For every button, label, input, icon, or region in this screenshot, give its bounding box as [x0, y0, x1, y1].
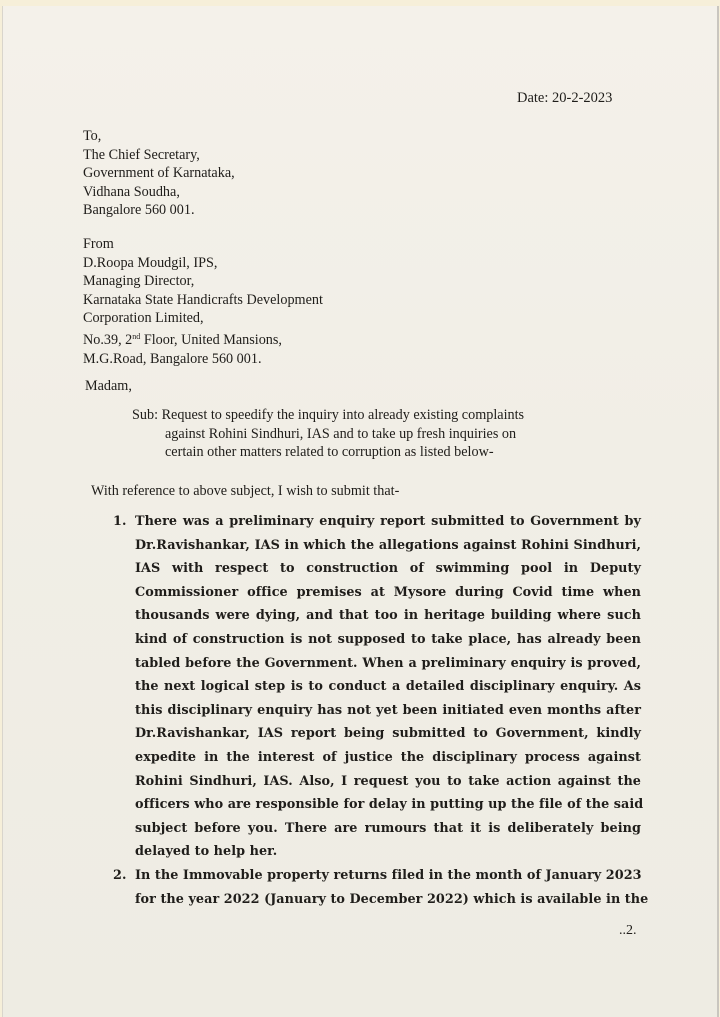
- salutation: Madam,: [85, 378, 132, 394]
- sender-line: Corporation Limited,: [83, 310, 204, 327]
- intro-paragraph: With reference to above subject, I wish to submit that-: [91, 483, 400, 499]
- list-item-line: subject before you. There are rumours that it is deliberately being: [135, 820, 641, 836]
- list-item-line: Dr.Ravishankar, IAS in which the allegations against Rohini Sindhuri,: [135, 537, 641, 553]
- from-label: From: [83, 236, 114, 252]
- list-item-line: expedite in the interest of justice the disciplinary process against: [135, 750, 641, 765]
- sender-line: Karnataka State Handicrafts Development: [83, 291, 323, 308]
- ordinal-suffix: nd: [132, 331, 141, 341]
- list-item-line: delayed to help her.: [135, 844, 278, 860]
- letter-date: Date: 20-2-2023: [517, 90, 613, 106]
- recipient-address: [83, 127, 235, 220]
- list-item-line: There was a preliminary enquiry report submitted to Government by: [135, 514, 641, 529]
- sender-line: D.Roopa Moudgil, IPS,: [83, 254, 218, 271]
- list-item-line: officers who are responsible for delay in putting up the file of the said: [135, 797, 644, 813]
- recipient-line: The Chief Secretary,: [83, 146, 200, 163]
- list-item-line: Commissioner office premises at Mysore during Covid time when: [135, 584, 641, 600]
- subject-line: certain other matters related to corruption as listed below-: [165, 444, 494, 461]
- list-item-line: this disciplinary enquiry has not yet been initiated even months after: [135, 702, 641, 718]
- sender-address: [83, 235, 323, 368]
- address-rest: Floor, United Mansions,: [140, 331, 282, 348]
- letter-page: [2, 6, 719, 1017]
- address-number: No.39, 2: [83, 331, 133, 348]
- subject-block: [132, 406, 524, 462]
- subject-line: Sub: Request to speedify the inquiry into already existing complaints: [132, 407, 525, 423]
- list-item-line: for the year 2022 (January to December 2022) which is available in the: [135, 891, 649, 907]
- list-item-line: the next logical step is to conduct a detailed disciplinary enquiry. As: [135, 679, 641, 695]
- list-item-line: tabled before the Government. When a preliminary enquiry is proved,: [135, 655, 641, 671]
- recipient-line: Government of Karnataka,: [83, 165, 235, 182]
- recipient-line: Bangalore 560 001.: [83, 202, 195, 219]
- recipient-line: Vidhana Soudha,: [83, 183, 180, 200]
- list-item-number: 1.: [113, 514, 127, 529]
- list-item-line: Dr.Ravishankar, IAS report being submitted to Government, kindly: [135, 726, 641, 742]
- sender-line: Managing Director,: [83, 273, 195, 290]
- list-item-line: thousands were dying, and that too in heritage building where such: [135, 608, 641, 624]
- subject-line: against Rohini Sindhuri, IAS and to take up fresh inquiries on: [165, 425, 517, 442]
- list-item-line: Rohini Sindhuri, IAS. Also, I request you to take action against the: [135, 773, 641, 789]
- list-item-number: 2.: [113, 868, 127, 883]
- sender-city-line: M.G.Road, Bangalore 560 001.: [83, 350, 262, 367]
- list-item-line: In the Immovable property returns filed in the month of January 2023: [135, 868, 642, 883]
- page-continuation-marker: ..2.: [619, 923, 637, 938]
- list-item-line: kind of construction is not supposed to take place, has already been: [135, 632, 641, 647]
- list-item-line: IAS with respect to construction of swimming pool in Deputy: [135, 561, 641, 577]
- sender-street-line: [83, 328, 323, 350]
- to-label: To,: [83, 128, 102, 144]
